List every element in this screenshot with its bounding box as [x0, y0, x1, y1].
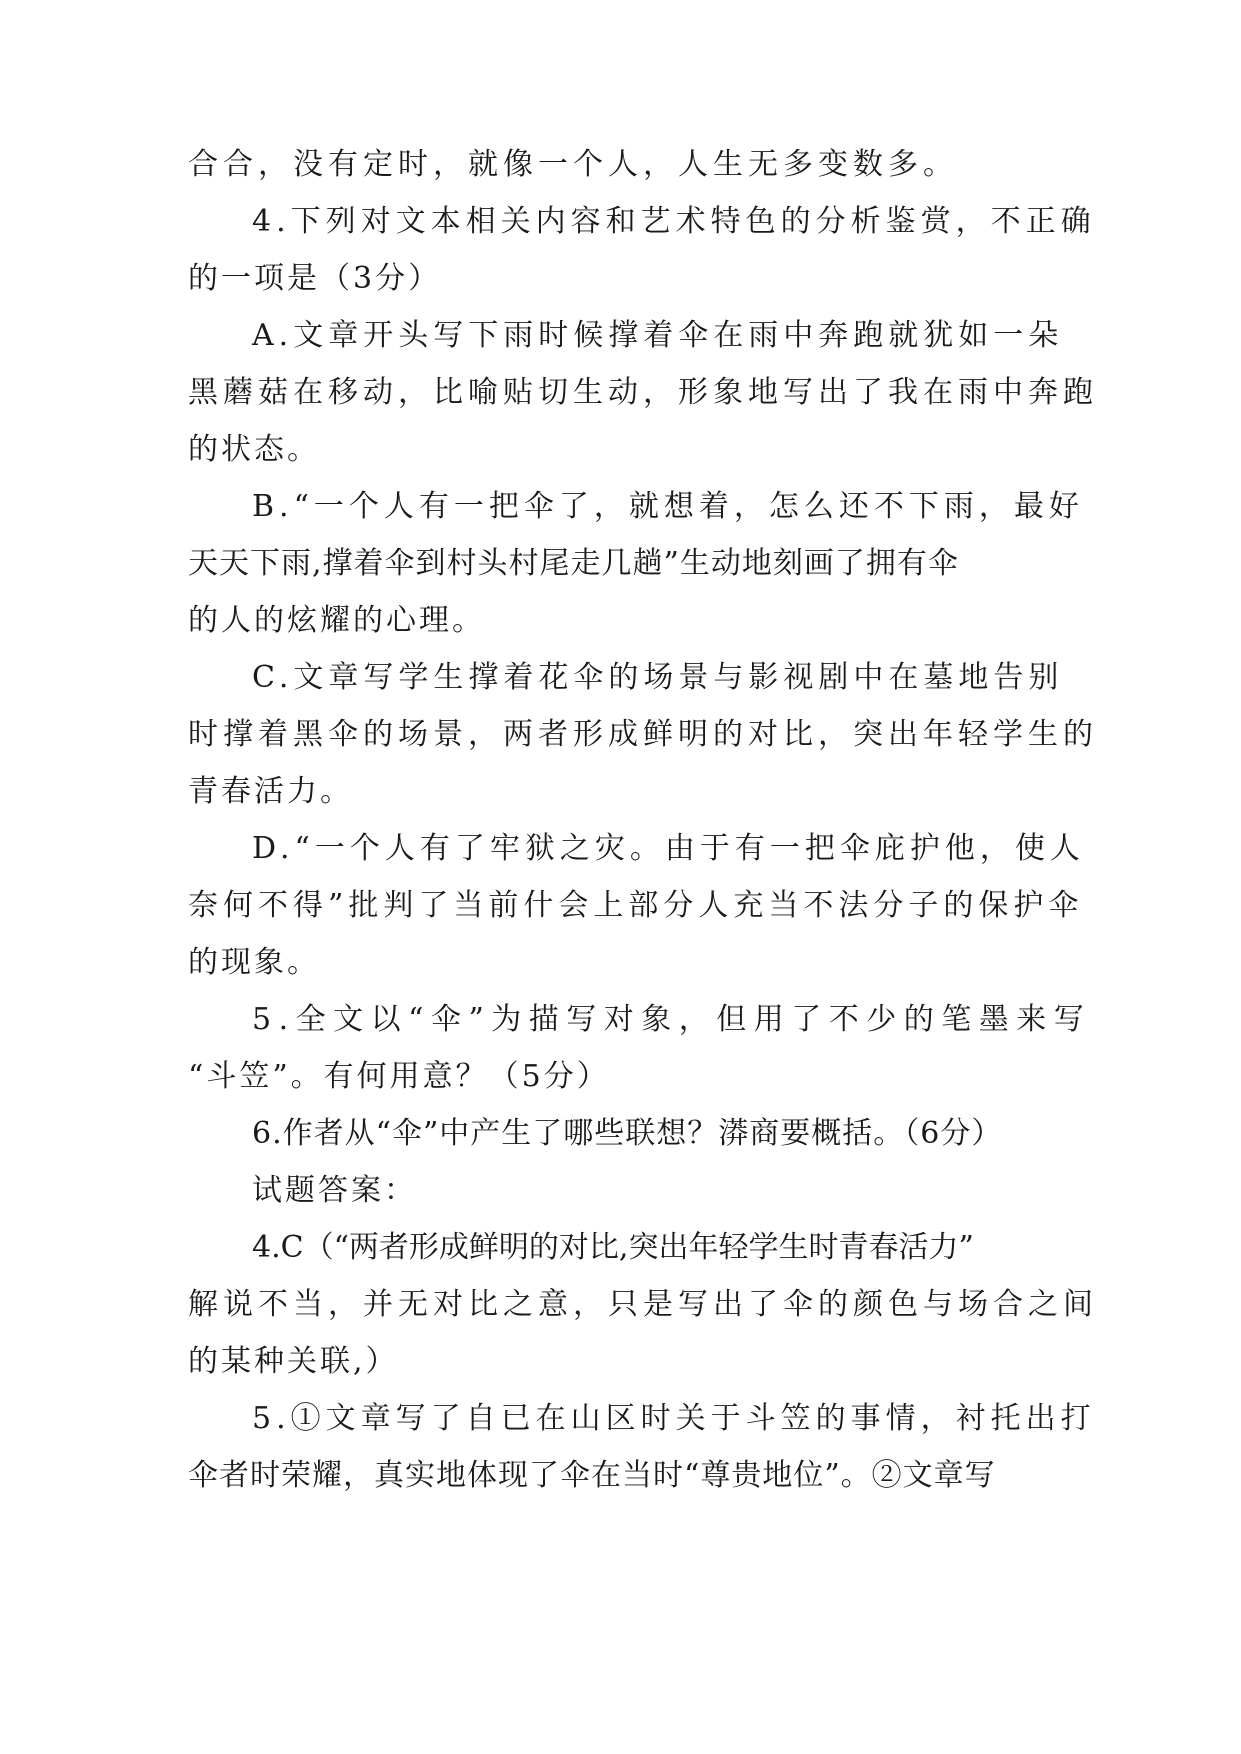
option-b-line-3: 的人的炫耀的心理。 — [188, 603, 485, 638]
answer-4-line-1: 4.C（“两者形成鲜明的对比,突出年轻学生时青春活力” — [252, 1230, 974, 1265]
answer-5-line-1: 5.①文章写了自已在山区时关于斗笠的事情，衬托出打 — [252, 1401, 1096, 1436]
question-5-line-1: 5.全文以“伞”为描写对象，但用了不少的笔墨来写 — [252, 1002, 1092, 1037]
option-d-line-1: D.“一个人有了牢狱之灾。由于有一把伞庇护他，使人 — [252, 831, 1085, 866]
question-4-line-1: 4.下列对文本相关内容和艺术特色的分析鉴赏，不正确 — [252, 204, 1096, 239]
answer-4-line-2: 解说不当，并无对比之意，只是写出了伞的颜色与场合之间 — [188, 1287, 1098, 1322]
answer-heading: 试题答案： — [252, 1173, 417, 1208]
option-d-line-3: 的现象。 — [188, 945, 320, 980]
option-a-line-1: A.文章开头写下雨时候撑着伞在雨中奔跑就犹如一朵 — [252, 318, 1064, 353]
question-6-line: 6.作者从“伞”中产生了哪些联想？漭商要概括。（6分） — [252, 1116, 1003, 1151]
option-c-line-2: 时撑着黑伞的场景，两者形成鲜明的对比，突出年轻学生的 — [188, 717, 1098, 752]
option-a-line-3: 的状态。 — [188, 432, 320, 467]
answer-4-line-3: 的某种关联,） — [188, 1344, 399, 1379]
option-b-line-1: B.“一个人有一把伞了，就想着，怎么还不下雨，最好 — [252, 489, 1084, 524]
option-c-line-1: C.文章写学生撑着花伞的场景与影视剧中在墓地告别 — [252, 660, 1064, 695]
option-b-line-2: 天天下雨,撑着伞到村头村尾走几趟”生动地刻画了拥有伞 — [188, 546, 959, 581]
option-d-line-2: 奈何不得”批判了当前什会上部分人充当不法分子的保护伞 — [188, 888, 1084, 923]
text-line-1: 合合，没有定时，就像一个人，人生无多变数多。 — [188, 147, 958, 182]
option-a-line-2: 黑蘑菇在移动，比喻贴切生动，形象地写出了我在雨中奔跑 — [188, 375, 1098, 410]
answer-5-line-2: 伞者时荣耀，真实地体现了伞在当时“尊贵地位”。②文章写 — [188, 1458, 996, 1493]
option-c-line-3: 青春活力。 — [188, 774, 353, 809]
question-4-line-2: 的一项是（3分） — [188, 261, 442, 296]
question-5-line-2: “斗笠”。有何用意？（5分） — [188, 1059, 610, 1094]
